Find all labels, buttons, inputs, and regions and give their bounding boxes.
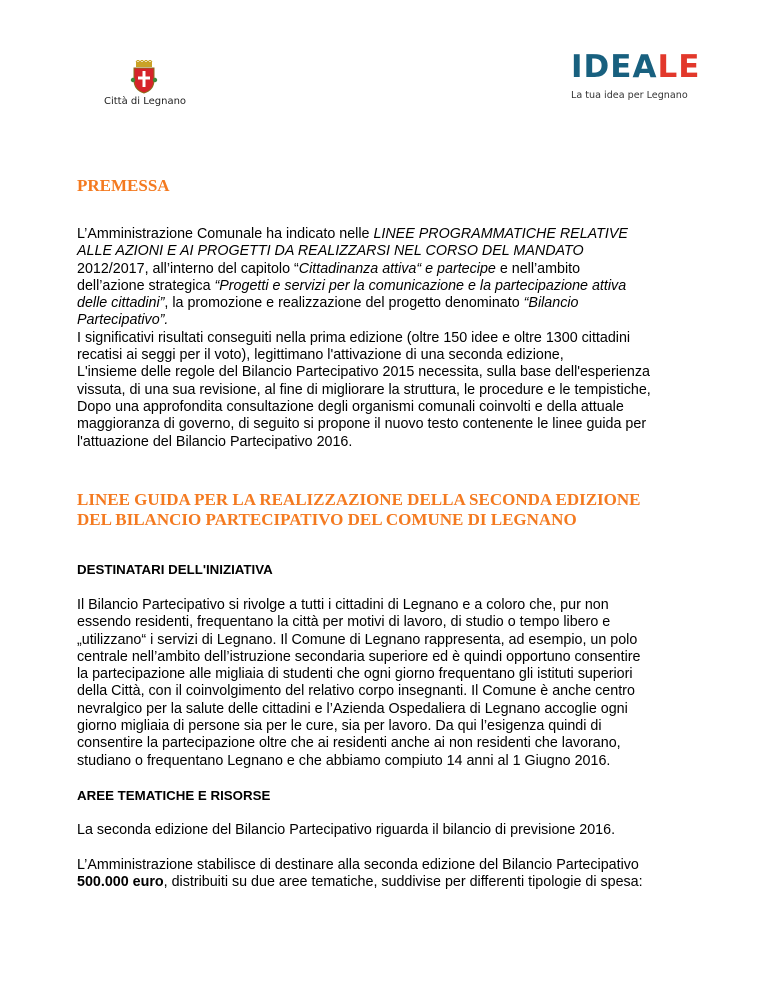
ideale-tagline: La tua idea per Legnano bbox=[571, 90, 688, 101]
destinatari-line: consentire la partecipazione oltre che ai residenti anche ai non residenti che lavorano, bbox=[77, 735, 621, 752]
destinatari-line: „utilizzano“ i servizi di Legnano. Il Comune di Legnano rappresenta, ad esempio, un polo bbox=[77, 631, 638, 648]
ideale-logo bbox=[571, 50, 711, 101]
premessa-line: 2012/2017, all’interno del capitolo “Cittadinanza attiva“ e partecipe e nell’ambito bbox=[77, 260, 581, 277]
destinatari-paragraph bbox=[77, 597, 702, 770]
premessa-line: L'insieme delle regole del Bilancio Partecipativo 2015 necessita, sulla base dell'esperienza bbox=[77, 364, 650, 381]
aree-paragraph-1 bbox=[77, 822, 702, 839]
ideale-wordmark bbox=[571, 50, 711, 84]
aree-paragraph-2 bbox=[77, 857, 702, 892]
premessa-line: vissuta, di una sua revisione, al fine di migliorare la struttura, le procedure e le tempistiche, bbox=[77, 381, 651, 398]
budget-amount: 500.000 euro bbox=[77, 874, 164, 891]
premessa-line: delle cittadini”, la promozione e realizzazione del progetto denominato “Bilancio bbox=[77, 295, 579, 312]
destinatari-line: studiano o frequentano Legnano e che abbiamo compiuto 14 anni al 1 Giugno 2016. bbox=[77, 752, 611, 769]
aree-heading: AREE TEMATICHE E RISORSE bbox=[77, 788, 271, 803]
premessa-line: ALLE AZIONI E AI PROGETTI DA REALIZZARSI NEL CORSO DEL MANDATO bbox=[77, 243, 584, 260]
destinatari-line: nevralgico per la salute delle cittadini e l’Azienda Ospedaliera di Legnano accoglie ogni bbox=[77, 700, 628, 717]
city-logo-text: Città di Legnano bbox=[104, 96, 187, 107]
premessa-line: I significativi risultati conseguiti nella prima edizione (oltre 150 idee e oltre 1300 cittadini bbox=[77, 329, 631, 346]
destinatari-line: centrale nell’ambito dell’istruzione secondaria superiore ed è quindi opportuno consentire bbox=[77, 648, 641, 665]
premessa-line: Partecipativo”. bbox=[77, 312, 169, 329]
aree-line: L’Amministrazione stabilisce di destinare alla seconda edizione del Bilancio Partecipativo bbox=[77, 857, 639, 873]
aree-line: 500.000 euro, distribuiti su due aree tematiche, suddivise per differenti tipologie di spesa: bbox=[77, 874, 643, 891]
ideale-wordmark-left: IDEA bbox=[571, 49, 658, 85]
ideale-wordmark-right: LE bbox=[657, 49, 701, 85]
destinatari-line: della Città, con il coinvolgimento del relativo corpo insegnanti. Il Comune è anche centro bbox=[77, 683, 635, 700]
linee-guida-heading-line-1: LINEE GUIDA PER LA REALIZZAZIONE DELLA SECONDA EDIZIONE bbox=[77, 490, 641, 509]
premessa-line: l'attuazione del Bilancio Partecipativo 2016. bbox=[77, 433, 353, 450]
city-of-legnano-logo bbox=[104, 60, 187, 116]
linee-guida-heading-line-2: DEL BILANCIO PARTECIPATIVO DEL COMUNE DI LEGNANO bbox=[77, 510, 577, 529]
destinatari-line: la partecipazione alle migliaia di studenti che ogni giorno frequentano gli istituti superiori bbox=[77, 666, 633, 683]
destinatari-heading: DESTINATARI DELL'INIZIATIVA bbox=[77, 562, 273, 577]
destinatari-line: essendo residenti, frequentano la città per motivi di lavoro, di studio o tempo libero e bbox=[77, 614, 611, 631]
premessa-paragraph-1 bbox=[77, 226, 702, 451]
premessa-heading: PREMESSA bbox=[77, 176, 170, 195]
premessa-line: L’Amministrazione Comunale ha indicato nelle LINEE PROGRAMMATICHE RELATIVE bbox=[77, 226, 628, 242]
premessa-line: maggioranza di governo, di seguito si propone il nuovo testo contenente le linee guida per bbox=[77, 416, 647, 433]
city-crest-icon bbox=[130, 60, 158, 94]
destinatari-line: Il Bilancio Partecipativo si rivolge a tutti i cittadini di Legnano e a coloro che, pur non bbox=[77, 597, 609, 613]
premessa-line: Dopo una approfondita consultazione degli organismi comunali coinvolti e della attuale bbox=[77, 398, 624, 415]
destinatari-line: giorno migliaia di persone sia per le cure, sia per lavoro. Da qui l’esigenza quindi di bbox=[77, 718, 602, 735]
aree-line: La seconda edizione del Bilancio Partecipativo riguarda il bilancio di previsione 2016. bbox=[77, 822, 616, 838]
premessa-line: dell’azione strategica “Progetti e servizi per la comunicazione e la partecipazione attiva bbox=[77, 277, 627, 294]
premessa-line: recatisi ai seggi per il voto), legittimano l'attivazione di una seconda edizione, bbox=[77, 347, 564, 364]
